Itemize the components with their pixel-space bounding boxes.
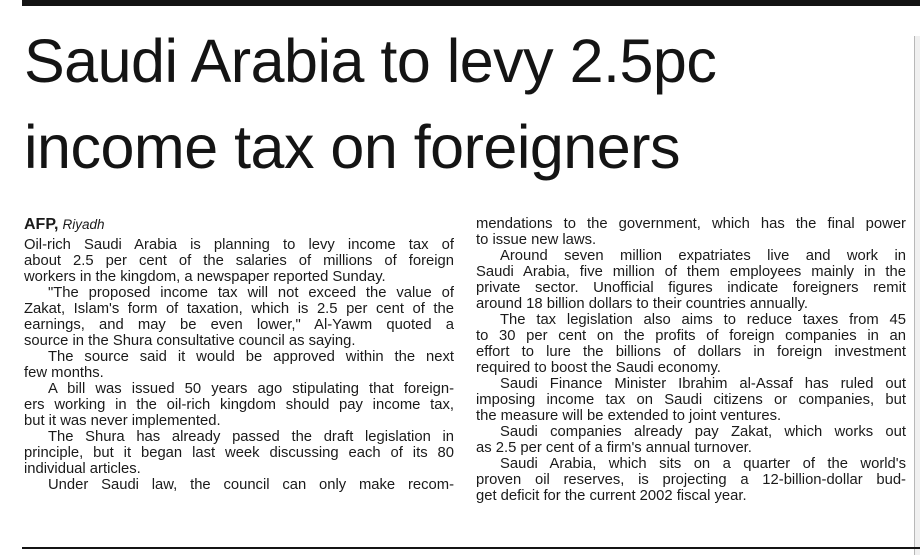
article-line: A bill was issued 50 years ago stipulating that foreign-	[48, 381, 454, 397]
byline	[24, 216, 454, 237]
article-line: get deficit for the current 2002 fiscal year.	[476, 488, 747, 504]
article-line: "The proposed income tax will not exceed the value of	[48, 285, 454, 301]
article-line: individual articles.	[24, 461, 141, 477]
article-line: The Shura has already passed the draft legislation in	[48, 429, 454, 445]
headline-line-2: income tax on foreigners	[24, 113, 680, 181]
article-line: mendations to the government, which has the final power	[476, 216, 906, 232]
article-line: few months.	[24, 365, 104, 381]
article-line: imposing income tax on Saudi citizens or companies, but	[476, 392, 906, 408]
article-line: Saudi Arabia, five million of them employees mainly in the	[476, 264, 906, 280]
article-line: earnings, and may be even lower," Al-Yawm quoted a	[24, 317, 454, 333]
article-line: but it was never implemented.	[24, 413, 221, 429]
article-line: to 30 per cent on the profits of foreign companies in an	[476, 328, 906, 344]
top-rule	[22, 0, 920, 6]
article-column-right	[476, 216, 906, 504]
article-line: around 18 billion dollars to their countries annually.	[476, 296, 809, 312]
headline	[24, 18, 904, 190]
article-line: principle, but it began last week discussing each of its 80	[24, 445, 454, 461]
article-line: workers in the kingdom, a newspaper reported Sunday.	[24, 269, 386, 285]
article-line: required to boost the Saudi economy.	[476, 360, 721, 376]
article-line: to issue new laws.	[476, 232, 597, 248]
byline-agency: AFP,	[24, 216, 59, 233]
article-line: Zakat, Islam's form of taxation, which is 2.5 per cent of the	[24, 301, 454, 317]
article-line: about 2.5 per cent of the salaries of millions of foreign	[24, 253, 454, 269]
article-line: Saudi Arabia, which sits on a quarter of the world's	[500, 456, 906, 472]
article-line: The source said it would be approved within the next	[48, 349, 454, 365]
article-line: Around seven million expatriates live and work in	[500, 248, 906, 264]
byline-dateline: Riyadh	[62, 217, 105, 232]
article-line: Saudi Finance Minister Ibrahim al-Assaf has ruled out	[500, 376, 906, 392]
article-line: Oil-rich Saudi Arabia is planning to levy income tax of	[24, 237, 454, 253]
headline-line-1: Saudi Arabia to levy 2.5pc	[24, 27, 717, 95]
bottom-rule	[22, 547, 920, 549]
article-line: ers working in the oil-rich kingdom should pay income tax,	[24, 397, 454, 413]
article-line: effort to lure the billions of dollars in foreign investment	[476, 344, 906, 360]
article-column-left	[24, 216, 454, 493]
article-line: The tax legislation also aims to reduce taxes from 45	[500, 312, 906, 328]
article-line: the measure will be extended to joint ventures.	[476, 408, 782, 424]
article-line: source in the Shura consultative council as saying.	[24, 333, 356, 349]
adjacent-column-edge	[914, 36, 920, 555]
article-line: private sector. Unofficial figures indicate foreigners remit	[476, 280, 906, 296]
article-line: proven oil reserves, is projecting a 12-billion-dollar bud-	[476, 472, 906, 488]
article-line: Saudi companies already pay Zakat, which works out	[500, 424, 906, 440]
article-line: Under Saudi law, the council can only make recom-	[48, 477, 454, 493]
article-line: as 2.5 per cent of a firm's annual turnover.	[476, 440, 752, 456]
